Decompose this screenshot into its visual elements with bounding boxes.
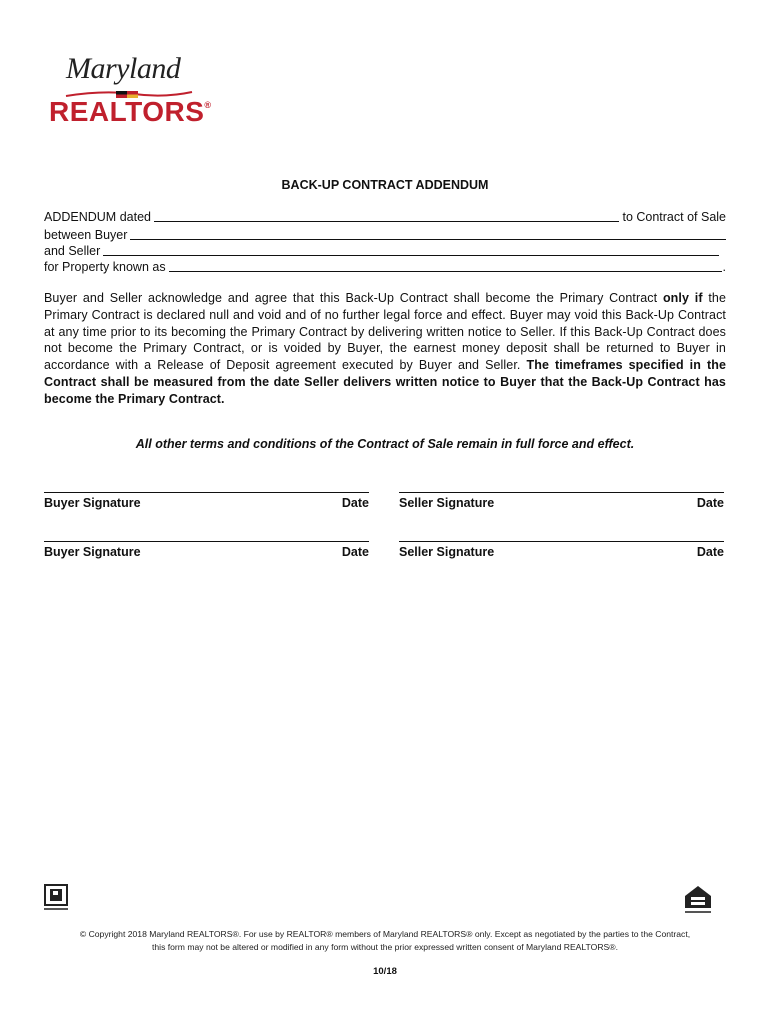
logo-maryland-text: Maryland: [66, 52, 181, 85]
signature-line: [44, 492, 369, 493]
buyer-signature-block-1[interactable]: [44, 492, 369, 510]
logo-realtors-text: REALTORS®: [49, 96, 212, 127]
addendum-date-label: ADDENDUM dated: [44, 210, 151, 224]
date-label: Date: [696, 496, 724, 510]
signature-line: [399, 492, 724, 493]
addendum-date-row: [44, 208, 726, 224]
property-period: .: [722, 260, 726, 274]
buyer-signature-block-2[interactable]: [44, 541, 369, 559]
contract-of-sale-label: to Contract of Sale: [622, 210, 726, 224]
property-field[interactable]: [169, 259, 722, 272]
form-revision-code: 10/18: [373, 966, 397, 977]
equal-housing-icon: [683, 884, 713, 916]
seller-row: [44, 242, 726, 258]
date-label: Date: [341, 496, 369, 510]
signature-line: [44, 541, 369, 542]
copyright-notice: © Copyright 2018 Maryland REALTORS®. For use by REALTOR® members of Maryland REALTORS® only. Except as negotiated by the parties to the Contract, this form may not be altered or modified in any form without the prior expressed written consent of Maryland REALTORS®.: [79, 929, 691, 952]
property-row: [44, 258, 726, 274]
addendum-date-field[interactable]: [154, 209, 619, 222]
property-label: for Property known as: [44, 260, 166, 274]
seller-label: and Seller: [44, 244, 101, 258]
realtor-logo-icon: [44, 884, 70, 914]
buyer-signature-label: Buyer Signature: [44, 545, 141, 559]
date-label: Date: [341, 545, 369, 559]
seller-signature-block-2[interactable]: [399, 541, 724, 559]
buyer-row: [44, 226, 726, 242]
seller-field[interactable]: [103, 243, 719, 256]
document-title: BACK-UP CONTRACT ADDENDUM: [281, 178, 489, 192]
terms-note: All other terms and conditions of the Contract of Sale remain in full force and effect.: [135, 437, 635, 451]
date-label: Date: [696, 545, 724, 559]
buyer-label: between Buyer: [44, 228, 128, 242]
body-paragraph: Buyer and Seller acknowledge and agree that this Back-Up Contract shall become the Primary Contract only if the Primary Contract is declared null and void and of no further legal force and effect. Buyer may void this Back-Up Contract at any time prior to its becoming the Primary Contract by delivering written notice to Seller. If this Back-Up Contract does not become the Primary Contract, or is voided by Buyer, the earnest money deposit shall be returned to Buyer in accordance with a Release of Deposit agreement executed by Buyer and Seller. The timeframes specified in the Contract shall be measured from the date Seller delivers written notice to Buyer that the Back-Up Contract has become the Primary Contract.: [44, 291, 727, 406]
signature-line: [399, 541, 724, 542]
seller-signature-block-1[interactable]: [399, 492, 724, 510]
maryland-realtors-logo: [44, 52, 212, 132]
seller-signature-label: Seller Signature: [399, 545, 495, 559]
buyer-field[interactable]: [130, 227, 726, 240]
seller-signature-label: Seller Signature: [399, 496, 495, 510]
buyer-signature-label: Buyer Signature: [44, 496, 141, 510]
